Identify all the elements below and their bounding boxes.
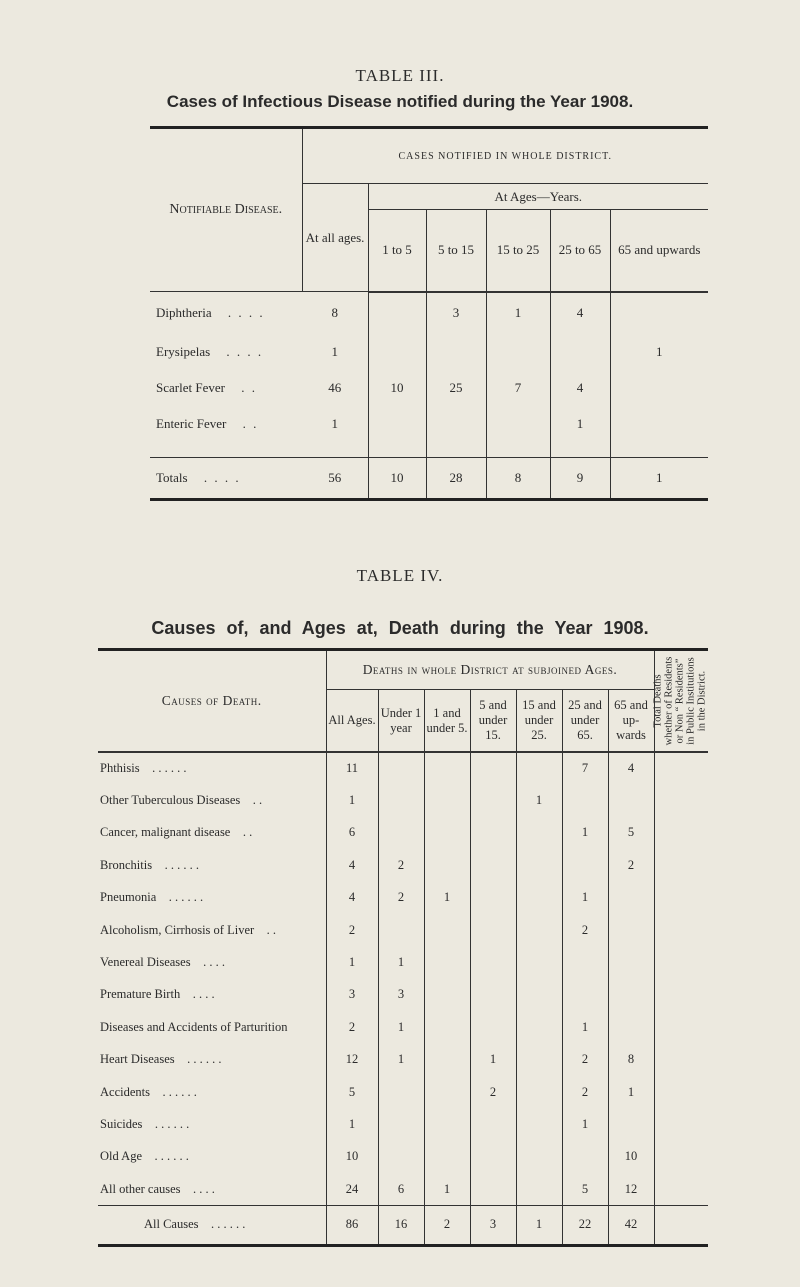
death-cell (424, 946, 470, 978)
table4-row (98, 1011, 708, 1043)
vertical-line: whether of Residents (663, 656, 674, 746)
death-cell: 10 (326, 1141, 378, 1173)
all-causes-cell: 3 (470, 1205, 516, 1245)
cause-label: Cancer, malignant disease . . (100, 825, 253, 840)
death-cell (516, 1044, 562, 1076)
death-cell: 2 (378, 882, 424, 914)
all-causes-total-cell (654, 1205, 708, 1245)
table4-title: TABLE IV. (356, 566, 444, 585)
death-cell: 7 (562, 752, 608, 784)
table3-spacer (150, 442, 708, 458)
table3-title: TABLE III. (355, 66, 445, 85)
all-causes-cell: 86 (326, 1205, 378, 1245)
cause-label: Other Tuberculous Diseases . . (100, 793, 263, 808)
total-institutions-cell (654, 1076, 708, 1108)
death-cell: 6 (378, 1173, 424, 1205)
header-causes-of-death: Causes of Death. (98, 650, 326, 753)
totals-cell: 9 (550, 458, 610, 500)
total-institutions-cell (654, 752, 708, 784)
table4-row (98, 752, 708, 784)
death-cell (562, 979, 608, 1011)
header-age-col: 5 to 15 (426, 210, 486, 292)
death-cell: 2 (326, 914, 378, 946)
total-institutions-cell (654, 1108, 708, 1140)
table4-row (98, 1141, 708, 1173)
death-cell (378, 1108, 424, 1140)
table4-causes-of-death (98, 648, 708, 1247)
death-cell: 1 (378, 1011, 424, 1043)
cause-label: Phthisis . . . . . . (100, 761, 187, 776)
all-causes-cell: 16 (378, 1205, 424, 1245)
death-cell (608, 914, 654, 946)
header-age-col: 25 to 65 (550, 210, 610, 292)
death-cell: 24 (326, 1173, 378, 1205)
death-cell: 1 (326, 1108, 378, 1140)
header-col-under-1: Under 1 year (378, 690, 424, 752)
death-cell (516, 1108, 562, 1140)
all-causes-cell: 2 (424, 1205, 470, 1245)
age-cell: 25 (426, 370, 486, 406)
death-cell: 4 (326, 849, 378, 881)
vertical-line: or Non “ Residents” (674, 658, 685, 744)
death-cell: 1 (424, 882, 470, 914)
death-cell (608, 784, 654, 816)
death-cell: 1 (424, 1173, 470, 1205)
cause-label: Alcoholism, Cirrhosis of Liver . . (100, 922, 277, 937)
death-cell (424, 1011, 470, 1043)
header-ages-years: At Ages—Years. (368, 184, 708, 210)
death-cell (424, 914, 470, 946)
death-cell: 6 (326, 817, 378, 849)
death-cell (608, 946, 654, 978)
death-cell (424, 784, 470, 816)
table4-row (98, 979, 708, 1011)
age-cell: 4 (550, 370, 610, 406)
total-institutions-cell (654, 1173, 708, 1205)
death-cell (562, 784, 608, 816)
death-cell: 2 (470, 1076, 516, 1108)
cause-label: Heart Diseases . . . . . . (100, 1052, 222, 1067)
age-cell (610, 370, 708, 406)
death-cell: 2 (326, 1011, 378, 1043)
death-cell: 1 (326, 784, 378, 816)
age-cell (486, 334, 550, 370)
death-cell (424, 1108, 470, 1140)
totals-cell: 1 (610, 458, 708, 500)
cause-label: Old Age . . . . . . (100, 1149, 189, 1164)
all-causes-cell: 42 (608, 1205, 654, 1245)
table4-row (98, 914, 708, 946)
death-cell: 1 (378, 946, 424, 978)
total-institutions-cell (654, 1011, 708, 1043)
cause-label: Diseases and Accidents of Parturition (100, 1019, 288, 1034)
death-cell: 1 (516, 784, 562, 816)
cause-label: Pneumonia . . . . . . (100, 890, 204, 905)
all-ages-value: 46 (328, 379, 342, 395)
total-institutions-cell (654, 882, 708, 914)
table4-row (98, 849, 708, 881)
death-cell (378, 752, 424, 784)
death-cell (470, 1173, 516, 1205)
total-institutions-cell (654, 849, 708, 881)
death-cell (378, 1076, 424, 1108)
table4-row (98, 817, 708, 849)
all-causes-label: All Causes . . . . . . (144, 1217, 246, 1232)
death-cell: 3 (326, 979, 378, 1011)
death-cell: 5 (562, 1173, 608, 1205)
death-cell (470, 979, 516, 1011)
death-cell (516, 914, 562, 946)
total-institutions-cell (654, 1141, 708, 1173)
header-age-col: 1 to 5 (368, 210, 426, 292)
age-cell (610, 406, 708, 442)
death-cell (516, 1011, 562, 1043)
age-cell: 1 (610, 334, 708, 370)
totals-all: 56 (328, 470, 342, 485)
cause-label: Suicides . . . . . . (100, 1116, 190, 1131)
header-col-all-ages: All Ages. (326, 690, 378, 752)
death-cell: 11 (326, 752, 378, 784)
vertical-line: Total Deaths (652, 674, 663, 728)
death-cell (516, 946, 562, 978)
death-cell (424, 979, 470, 1011)
death-cell: 4 (326, 882, 378, 914)
death-cell (516, 1173, 562, 1205)
header-col-25-65: 25 and under 65. (562, 690, 608, 752)
death-cell: 2 (562, 1044, 608, 1076)
all-ages-value: 8 (331, 304, 338, 320)
totals-row (150, 458, 708, 500)
death-cell (378, 784, 424, 816)
header-age-col: 15 to 25 (486, 210, 550, 292)
death-cell: 2 (562, 1076, 608, 1108)
death-cell (424, 1076, 470, 1108)
table4-row (98, 1108, 708, 1140)
death-cell (562, 946, 608, 978)
disease-label: Erysipelas . . . . (156, 343, 264, 359)
death-cell (470, 1108, 516, 1140)
table4-row (98, 1173, 708, 1205)
death-cell: 2 (608, 849, 654, 881)
age-cell (368, 334, 426, 370)
death-cell (424, 817, 470, 849)
header-notifiable-disease: Notifiable Disease. (150, 128, 302, 292)
death-cell (470, 817, 516, 849)
header-all-ages: At all ages. (302, 184, 368, 292)
cause-label: Bronchitis . . . . . . (100, 857, 199, 872)
death-cell (470, 914, 516, 946)
table4-row (98, 882, 708, 914)
table4-row (98, 1044, 708, 1076)
death-cell (516, 882, 562, 914)
header-cases-notified: CASES NOTIFIED IN WHOLE DISTRICT. (302, 128, 708, 184)
table3-row (150, 406, 708, 442)
death-cell (562, 849, 608, 881)
cause-label: Premature Birth . . . . (100, 987, 215, 1002)
death-cell (516, 849, 562, 881)
vertical-text-box (652, 651, 707, 751)
header-deaths-group: Deaths in whole District at subjoined Ages. (326, 650, 654, 690)
total-institutions-cell (654, 946, 708, 978)
death-cell: 1 (470, 1044, 516, 1076)
total-institutions-cell (654, 784, 708, 816)
death-cell: 2 (562, 914, 608, 946)
all-ages-value: 1 (331, 415, 338, 431)
cause-label: Venereal Diseases . . . . (100, 955, 225, 970)
death-cell (378, 914, 424, 946)
header-age-col: 65 and upwards (610, 210, 708, 292)
death-cell: 1 (326, 946, 378, 978)
cause-label: All other causes . . . . (100, 1181, 215, 1196)
totals-cell: 8 (486, 458, 550, 500)
age-cell (486, 406, 550, 442)
death-cell (516, 817, 562, 849)
death-cell (516, 752, 562, 784)
all-causes-cell: 22 (562, 1205, 608, 1245)
age-cell: 10 (368, 370, 426, 406)
death-cell (424, 849, 470, 881)
totals-label: Totals . . . . (156, 470, 241, 485)
death-cell: 10 (608, 1141, 654, 1173)
death-cell: 12 (326, 1044, 378, 1076)
table4-row (98, 784, 708, 816)
death-cell (516, 979, 562, 1011)
header-col-15-25: 15 and under 25. (516, 690, 562, 752)
all-ages-value: 1 (331, 343, 338, 359)
age-cell: 1 (550, 406, 610, 442)
header-vertical-total (654, 650, 708, 753)
death-cell (424, 1141, 470, 1173)
total-institutions-cell (654, 979, 708, 1011)
table4-row (98, 1076, 708, 1108)
header-col-65-up: 65 and up-wards (608, 690, 654, 752)
vertical-line: in Public Institutions (685, 657, 696, 745)
death-cell (424, 1044, 470, 1076)
death-cell: 3 (378, 979, 424, 1011)
death-cell (608, 882, 654, 914)
death-cell: 4 (608, 752, 654, 784)
death-cell (470, 784, 516, 816)
death-cell (470, 849, 516, 881)
table3-row (150, 334, 708, 370)
table3-infectious-disease (150, 126, 708, 501)
cause-label: Accidents . . . . . . (100, 1084, 197, 1099)
death-cell: 1 (562, 817, 608, 849)
age-cell (426, 334, 486, 370)
death-cell: 5 (608, 817, 654, 849)
vertical-heading (652, 657, 707, 746)
death-cell: 1 (378, 1044, 424, 1076)
death-cell (470, 752, 516, 784)
table3-row (150, 292, 708, 334)
all-causes-row (98, 1205, 708, 1245)
age-cell (610, 292, 708, 334)
table4-subtitle: Causes of, and Ages at, Death during the Year 1908. (151, 618, 649, 638)
death-cell (608, 1108, 654, 1140)
vertical-line: in the District. (696, 670, 707, 732)
death-cell: 1 (562, 1011, 608, 1043)
all-causes-cell: 1 (516, 1205, 562, 1245)
disease-label: Enteric Fever . . (156, 415, 259, 431)
death-cell: 1 (562, 1108, 608, 1140)
death-cell (470, 1011, 516, 1043)
disease-label: Scarlet Fever . . (156, 379, 257, 395)
header-col-1-5: 1 and under 5. (424, 690, 470, 752)
total-institutions-cell (654, 1044, 708, 1076)
table3-subtitle: Cases of Infectious Disease notified during the Year 1908. (166, 92, 634, 111)
age-cell: 3 (426, 292, 486, 334)
death-cell: 1 (562, 882, 608, 914)
death-cell (378, 1141, 424, 1173)
table3-row (150, 370, 708, 406)
death-cell (516, 1076, 562, 1108)
death-cell (470, 1141, 516, 1173)
total-institutions-cell (654, 914, 708, 946)
totals-cell: 28 (426, 458, 486, 500)
age-cell (368, 406, 426, 442)
age-cell: 4 (550, 292, 610, 334)
total-institutions-cell (654, 817, 708, 849)
death-cell (424, 752, 470, 784)
death-cell (470, 882, 516, 914)
age-cell (550, 334, 610, 370)
disease-label: Diphtheria . . . . (156, 304, 265, 320)
death-cell (562, 1141, 608, 1173)
age-cell (426, 406, 486, 442)
totals-cell: 10 (368, 458, 426, 500)
age-cell: 7 (486, 370, 550, 406)
death-cell: 5 (326, 1076, 378, 1108)
header-col-5-15: 5 and under 15. (470, 690, 516, 752)
death-cell: 2 (378, 849, 424, 881)
death-cell: 8 (608, 1044, 654, 1076)
death-cell (516, 1141, 562, 1173)
death-cell: 12 (608, 1173, 654, 1205)
death-cell (378, 817, 424, 849)
table4-row (98, 946, 708, 978)
death-cell (470, 946, 516, 978)
death-cell (608, 979, 654, 1011)
death-cell (608, 1011, 654, 1043)
age-cell (368, 292, 426, 334)
age-cell: 1 (486, 292, 550, 334)
death-cell: 1 (608, 1076, 654, 1108)
